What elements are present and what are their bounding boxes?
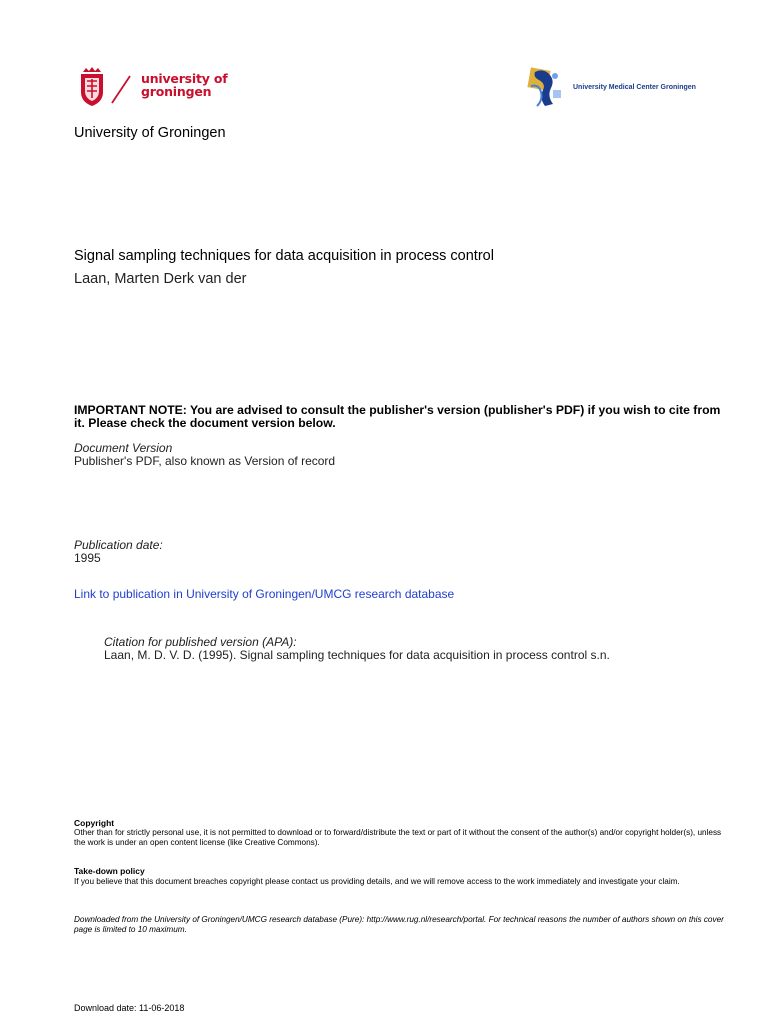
publication-date-value: 1995 [74,551,101,565]
document-version-value: Publisher's PDF, also known as Version of record [74,454,336,468]
important-note: IMPORTANT NOTE: You are advised to consult the publisher's version (publisher's PDF) if you wish to cite from it. Please check the document version below. [74,403,721,430]
publication-title: Signal sampling techniques for data acquisition in process control [74,248,494,264]
citation-label: Citation for published version (APA): [104,635,297,649]
rug-wordmark-line2: groningen [141,84,212,99]
copyright-body: Other than for strictly personal use, it is not permitted to download or to forward/distribute the text or part of it without the consent of the author(s) and/or copyright holder(s), unless the work is under an open content license (like Creative Commons). [74,828,722,847]
copyright-heading: Copyright [74,818,115,828]
institution-name: University of Groningen [74,125,226,141]
takedown-heading: Take-down policy [74,866,145,876]
download-note: Downloaded from the University of Groningen/UMCG research database (Pure): http://www.rug.nl/research/portal. For technical reasons the number of authors shown on this cover page is limited to 10 maximum. [74,915,724,934]
publication-date-label: Publication date: [74,538,163,552]
rug-wordmark [141,72,228,98]
document-version-label: Document Version [74,441,173,455]
umcg-logo [527,66,567,110]
umcg-wordmark: University Medical Center Groningen [573,84,696,91]
umcg-emblem-icon [527,66,567,110]
citation-value: Laan, M. D. V. D. (1995). Signal sampling techniques for data acquisition in process control s.n. [104,648,610,662]
rug-crest-icon [78,66,138,110]
download-date: Download date: 11-06-2018 [74,1003,185,1013]
rug-wordmark-line1: university of [141,71,228,86]
takedown-body: If you believe that this document breaches copyright please contact us providing details, and we will remove access to the work immediately and investigate your claim. [74,877,680,886]
research-database-link[interactable]: Link to publication in University of Groningen/UMCG research database [74,587,455,601]
publication-author: Laan, Marten Derk van der [74,271,247,287]
